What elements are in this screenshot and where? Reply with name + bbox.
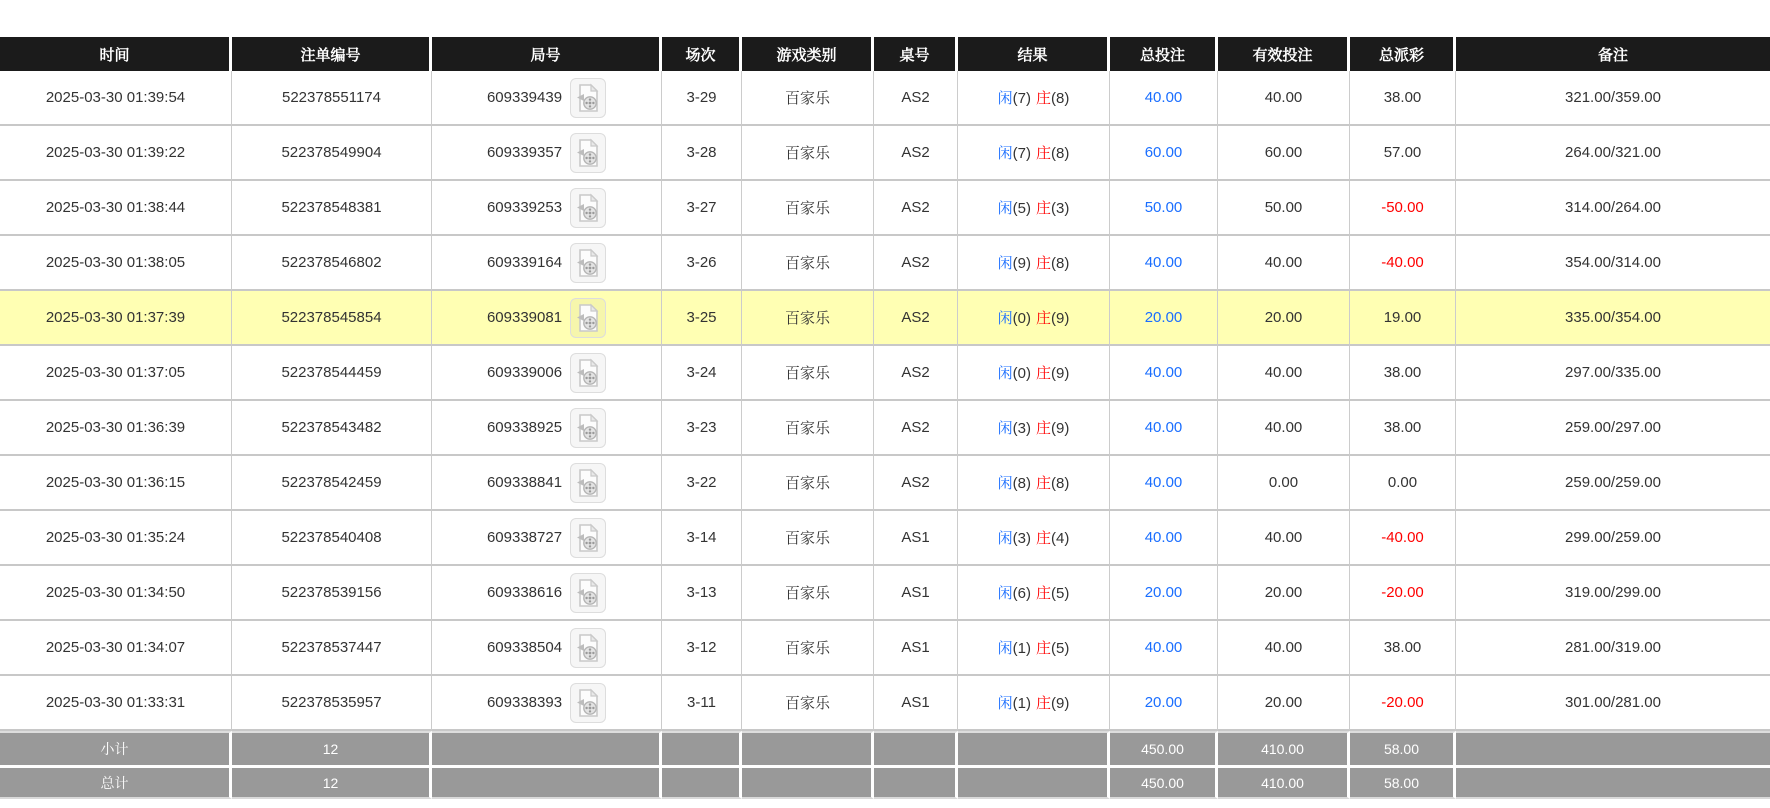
result-player-label: 闲	[997, 145, 1013, 162]
result-banker-value: (5)	[1051, 640, 1070, 657]
header-row	[0, 37, 1770, 71]
game-type-cell: 百家乐	[742, 181, 874, 236]
round-id-cell	[432, 676, 662, 731]
round-id-value: 609338925	[486, 419, 563, 436]
total-payout-cell: -20.00	[1350, 676, 1456, 731]
video-replay-button[interactable]	[570, 573, 606, 613]
subtotal-row	[0, 731, 1770, 765]
valid-bet-cell: 40.00	[1218, 236, 1350, 291]
result-cell	[958, 346, 1110, 401]
valid-bet-cell: 40.00	[1218, 71, 1350, 126]
bet-id-cell: 522378537447	[232, 621, 432, 676]
video-replay-icon	[575, 138, 601, 168]
round-id-cell	[432, 456, 662, 511]
remark-cell: 259.00/259.00	[1456, 456, 1770, 511]
valid-bet-cell: 20.00	[1218, 566, 1350, 621]
result-player-label: 闲	[997, 255, 1013, 272]
result-cell	[958, 676, 1110, 731]
table-no-cell: AS2	[874, 126, 958, 181]
subtotal-empty-cell	[742, 731, 874, 765]
result-banker-value: (8)	[1051, 475, 1070, 492]
grand-total-empty-cell	[662, 765, 742, 799]
remark-cell: 264.00/321.00	[1456, 126, 1770, 181]
time-cell: 2025-03-30 01:37:39	[0, 291, 232, 346]
total-payout-cell: -50.00	[1350, 181, 1456, 236]
total-payout-cell: -40.00	[1350, 236, 1456, 291]
result-banker-label: 庄	[1036, 255, 1052, 272]
result-player-label: 闲	[997, 90, 1013, 107]
table-no-cell: AS1	[874, 676, 958, 731]
remark-cell: 319.00/299.00	[1456, 566, 1770, 621]
round-id-cell	[432, 181, 662, 236]
result-banker-value: (5)	[1051, 585, 1070, 602]
session-cell: 3-25	[662, 291, 742, 346]
result-player-label: 闲	[997, 475, 1013, 492]
result-player-value: (3)	[1012, 530, 1031, 547]
table-row[interactable]	[0, 621, 1770, 676]
grand-total-empty-cell	[432, 765, 662, 799]
column-header-total-payout: 总派彩	[1350, 37, 1456, 71]
result-player-value: (1)	[1012, 640, 1031, 657]
time-cell: 2025-03-30 01:38:05	[0, 236, 232, 291]
result-banker-label: 庄	[1036, 475, 1052, 492]
remark-cell: 301.00/281.00	[1456, 676, 1770, 731]
table-no-cell: AS2	[874, 236, 958, 291]
table-no-cell: AS2	[874, 71, 958, 126]
result-banker-value: (9)	[1051, 365, 1070, 382]
video-replay-icon	[575, 578, 601, 608]
round-id-value: 609339006	[486, 364, 563, 381]
video-replay-icon	[575, 193, 601, 223]
round-id-cell	[432, 236, 662, 291]
grand-total-total-payout: 58.00	[1350, 765, 1456, 799]
result-player-value: (7)	[1012, 90, 1031, 107]
video-replay-button[interactable]	[570, 353, 606, 393]
subtotal-empty-cell	[874, 731, 958, 765]
result-banker-label: 庄	[1036, 145, 1052, 162]
round-id-cell	[432, 346, 662, 401]
table-row[interactable]	[0, 511, 1770, 566]
time-cell: 2025-03-30 01:33:31	[0, 676, 232, 731]
subtotal-empty-cell	[958, 731, 1110, 765]
result-cell	[958, 456, 1110, 511]
valid-bet-cell: 20.00	[1218, 676, 1350, 731]
session-cell: 3-29	[662, 71, 742, 126]
video-replay-icon	[575, 468, 601, 498]
subtotal-empty-cell	[1456, 731, 1770, 765]
result-cell	[958, 621, 1110, 676]
result-cell	[958, 181, 1110, 236]
table-body	[0, 71, 1770, 731]
remark-cell: 259.00/297.00	[1456, 401, 1770, 456]
subtotal-empty-cell	[662, 731, 742, 765]
result-player-label: 闲	[997, 585, 1013, 602]
session-cell: 3-22	[662, 456, 742, 511]
bet-id-cell: 522378549904	[232, 126, 432, 181]
session-cell: 3-11	[662, 676, 742, 731]
result-banker-label: 庄	[1036, 640, 1052, 657]
game-type-cell: 百家乐	[742, 566, 874, 621]
table-row[interactable]	[0, 71, 1770, 126]
valid-bet-cell: 0.00	[1218, 456, 1350, 511]
bet-id-cell: 522378546802	[232, 236, 432, 291]
result-player-label: 闲	[997, 530, 1013, 547]
video-replay-button[interactable]	[570, 518, 606, 558]
table-row[interactable]	[0, 456, 1770, 511]
result-player-value: (1)	[1012, 695, 1031, 712]
column-header-result: 结果	[958, 37, 1110, 71]
video-replay-button[interactable]	[570, 133, 606, 173]
result-player-value: (7)	[1012, 145, 1031, 162]
bet-id-cell: 522378544459	[232, 346, 432, 401]
total-bet-cell: 40.00	[1110, 401, 1218, 456]
bet-id-cell: 522378540408	[232, 511, 432, 566]
round-id-value: 609338841	[486, 474, 563, 491]
total-payout-cell: 0.00	[1350, 456, 1456, 511]
round-id-cell	[432, 511, 662, 566]
total-bet-cell: 20.00	[1110, 291, 1218, 346]
round-id-value: 609338393	[486, 694, 563, 711]
session-cell: 3-13	[662, 566, 742, 621]
video-replay-button[interactable]	[570, 78, 606, 118]
round-id-cell	[432, 621, 662, 676]
column-header-valid-bet: 有效投注	[1218, 37, 1350, 71]
result-banker-label: 庄	[1036, 530, 1052, 547]
result-banker-label: 庄	[1036, 695, 1052, 712]
column-header-game-type: 游戏类别	[742, 37, 874, 71]
result-banker-value: (9)	[1051, 310, 1070, 327]
remark-cell: 314.00/264.00	[1456, 181, 1770, 236]
result-player-label: 闲	[997, 420, 1013, 437]
video-replay-icon	[575, 523, 601, 553]
total-payout-cell: -40.00	[1350, 511, 1456, 566]
valid-bet-cell: 40.00	[1218, 401, 1350, 456]
result-banker-value: (9)	[1051, 420, 1070, 437]
result-player-label: 闲	[997, 365, 1013, 382]
table-no-cell: AS1	[874, 621, 958, 676]
session-cell: 3-28	[662, 126, 742, 181]
time-cell: 2025-03-30 01:36:15	[0, 456, 232, 511]
total-payout-cell: 38.00	[1350, 621, 1456, 676]
game-type-cell: 百家乐	[742, 456, 874, 511]
result-banker-label: 庄	[1036, 200, 1052, 217]
subtotal-valid-bet: 410.00	[1218, 731, 1350, 765]
grand-total-empty-cell	[742, 765, 874, 799]
video-replay-button[interactable]	[570, 188, 606, 228]
video-replay-button[interactable]	[570, 628, 606, 668]
table-row[interactable]	[0, 181, 1770, 236]
valid-bet-cell: 20.00	[1218, 291, 1350, 346]
session-cell: 3-27	[662, 181, 742, 236]
grand-total-empty-cell	[874, 765, 958, 799]
round-id-value: 609339439	[486, 89, 563, 106]
bet-records-table-container	[0, 37, 1770, 799]
column-header-remark: 备注	[1456, 37, 1770, 71]
round-id-value: 609339081	[486, 309, 563, 326]
column-header-round-id: 局号	[432, 37, 662, 71]
result-banker-value: (4)	[1051, 530, 1070, 547]
total-bet-cell: 40.00	[1110, 511, 1218, 566]
session-cell: 3-24	[662, 346, 742, 401]
grand-total-row	[0, 765, 1770, 799]
game-type-cell: 百家乐	[742, 511, 874, 566]
valid-bet-cell: 60.00	[1218, 126, 1350, 181]
total-payout-cell: 19.00	[1350, 291, 1456, 346]
table-no-cell: AS2	[874, 181, 958, 236]
remark-cell: 297.00/335.00	[1456, 346, 1770, 401]
result-player-label: 闲	[997, 695, 1013, 712]
valid-bet-cell: 40.00	[1218, 511, 1350, 566]
total-bet-cell: 20.00	[1110, 676, 1218, 731]
session-cell: 3-12	[662, 621, 742, 676]
total-bet-cell: 40.00	[1110, 71, 1218, 126]
remark-cell: 335.00/354.00	[1456, 291, 1770, 346]
table-row[interactable]	[0, 676, 1770, 731]
column-header-bet-id: 注单编号	[232, 37, 432, 71]
round-id-cell	[432, 71, 662, 126]
round-id-value: 609338616	[486, 584, 563, 601]
subtotal-label: 小计	[0, 731, 232, 765]
video-replay-icon	[575, 413, 601, 443]
result-player-value: (0)	[1012, 365, 1031, 382]
time-cell: 2025-03-30 01:35:24	[0, 511, 232, 566]
column-header-time: 时间	[0, 37, 232, 71]
column-header-total-bet: 总投注	[1110, 37, 1218, 71]
game-type-cell: 百家乐	[742, 126, 874, 181]
table-no-cell: AS2	[874, 291, 958, 346]
valid-bet-cell: 40.00	[1218, 621, 1350, 676]
subtotal-empty-cell	[432, 731, 662, 765]
table-no-cell: AS1	[874, 511, 958, 566]
round-id-value: 609339357	[486, 144, 563, 161]
time-cell: 2025-03-30 01:34:50	[0, 566, 232, 621]
game-type-cell: 百家乐	[742, 621, 874, 676]
round-id-value: 609339253	[486, 199, 563, 216]
total-bet-cell: 40.00	[1110, 236, 1218, 291]
result-banker-label: 庄	[1036, 420, 1052, 437]
session-cell: 3-14	[662, 511, 742, 566]
result-banker-value: (8)	[1051, 255, 1070, 272]
total-bet-cell: 50.00	[1110, 181, 1218, 236]
result-banker-label: 庄	[1036, 365, 1052, 382]
result-player-label: 闲	[997, 310, 1013, 327]
total-payout-cell: 57.00	[1350, 126, 1456, 181]
table-row[interactable]	[0, 346, 1770, 401]
grand-total-total-bet: 450.00	[1110, 765, 1218, 799]
game-type-cell: 百家乐	[742, 71, 874, 126]
grand-total-empty-cell	[1456, 765, 1770, 799]
remark-cell: 281.00/319.00	[1456, 621, 1770, 676]
result-cell	[958, 401, 1110, 456]
game-type-cell: 百家乐	[742, 401, 874, 456]
total-bet-cell: 60.00	[1110, 126, 1218, 181]
total-payout-cell: -20.00	[1350, 566, 1456, 621]
result-player-label: 闲	[997, 640, 1013, 657]
grand-total-empty-cell	[958, 765, 1110, 799]
result-cell	[958, 236, 1110, 291]
remark-cell: 299.00/259.00	[1456, 511, 1770, 566]
result-banker-value: (3)	[1051, 200, 1070, 217]
total-bet-cell: 20.00	[1110, 566, 1218, 621]
table-no-cell: AS2	[874, 346, 958, 401]
round-id-cell	[432, 401, 662, 456]
bet-id-cell: 522378551174	[232, 71, 432, 126]
video-replay-button[interactable]	[570, 243, 606, 283]
time-cell: 2025-03-30 01:39:54	[0, 71, 232, 126]
table-no-cell: AS1	[874, 566, 958, 621]
time-cell: 2025-03-30 01:39:22	[0, 126, 232, 181]
table-no-cell: AS2	[874, 456, 958, 511]
video-replay-icon	[575, 358, 601, 388]
bet-id-cell: 522378545854	[232, 291, 432, 346]
time-cell: 2025-03-30 01:37:05	[0, 346, 232, 401]
round-id-cell	[432, 566, 662, 621]
video-replay-button[interactable]	[570, 298, 606, 338]
column-header-session: 场次	[662, 37, 742, 71]
session-cell: 3-26	[662, 236, 742, 291]
video-replay-icon	[575, 83, 601, 113]
result-player-value: (9)	[1012, 255, 1031, 272]
bet-id-cell: 522378548381	[232, 181, 432, 236]
result-player-label: 闲	[997, 200, 1013, 217]
round-id-value: 609339164	[486, 254, 563, 271]
video-replay-icon	[575, 633, 601, 663]
time-cell: 2025-03-30 01:36:39	[0, 401, 232, 456]
remark-cell: 321.00/359.00	[1456, 71, 1770, 126]
table-row[interactable]	[0, 236, 1770, 291]
grand-total-label: 总计	[0, 765, 232, 799]
bet-id-cell: 522378543482	[232, 401, 432, 456]
table-no-cell: AS2	[874, 401, 958, 456]
total-bet-cell: 40.00	[1110, 621, 1218, 676]
time-cell: 2025-03-30 01:34:07	[0, 621, 232, 676]
result-banker-value: (8)	[1051, 145, 1070, 162]
round-id-cell	[432, 126, 662, 181]
total-payout-cell: 38.00	[1350, 346, 1456, 401]
result-cell	[958, 511, 1110, 566]
bet-id-cell: 522378539156	[232, 566, 432, 621]
table-row[interactable]	[0, 126, 1770, 181]
time-cell: 2025-03-30 01:38:44	[0, 181, 232, 236]
total-bet-cell: 40.00	[1110, 346, 1218, 401]
round-id-value: 609338727	[486, 529, 563, 546]
valid-bet-cell: 40.00	[1218, 346, 1350, 401]
round-id-cell	[432, 291, 662, 346]
result-player-value: (0)	[1012, 310, 1031, 327]
result-cell	[958, 126, 1110, 181]
result-player-value: (8)	[1012, 475, 1031, 492]
result-cell	[958, 71, 1110, 126]
round-id-value: 609338504	[486, 639, 563, 656]
result-cell	[958, 566, 1110, 621]
table-row[interactable]	[0, 291, 1770, 346]
table-header	[0, 37, 1770, 71]
result-cell	[958, 291, 1110, 346]
total-bet-cell: 40.00	[1110, 456, 1218, 511]
total-payout-cell: 38.00	[1350, 71, 1456, 126]
bet-id-cell: 522378535957	[232, 676, 432, 731]
bet-id-cell: 522378542459	[232, 456, 432, 511]
result-banker-label: 庄	[1036, 310, 1052, 327]
game-type-cell: 百家乐	[742, 346, 874, 401]
session-cell: 3-23	[662, 401, 742, 456]
grand-total-count: 12	[232, 765, 432, 799]
subtotal-count: 12	[232, 731, 432, 765]
subtotal-total-bet: 450.00	[1110, 731, 1218, 765]
result-player-value: (6)	[1012, 585, 1031, 602]
result-banker-label: 庄	[1036, 90, 1052, 107]
table-row[interactable]	[0, 401, 1770, 456]
table-row[interactable]	[0, 566, 1770, 621]
video-replay-icon	[575, 688, 601, 718]
game-type-cell: 百家乐	[742, 236, 874, 291]
table-footer	[0, 731, 1770, 799]
result-banker-value: (8)	[1051, 90, 1070, 107]
subtotal-total-payout: 58.00	[1350, 731, 1456, 765]
result-banker-value: (9)	[1051, 695, 1070, 712]
total-payout-cell: 38.00	[1350, 401, 1456, 456]
video-replay-button[interactable]	[570, 683, 606, 723]
video-replay-button[interactable]	[570, 408, 606, 448]
game-type-cell: 百家乐	[742, 676, 874, 731]
remark-cell: 354.00/314.00	[1456, 236, 1770, 291]
result-player-value: (5)	[1012, 200, 1031, 217]
video-replay-button[interactable]	[570, 463, 606, 503]
video-replay-icon	[575, 248, 601, 278]
valid-bet-cell: 50.00	[1218, 181, 1350, 236]
column-header-table-no: 桌号	[874, 37, 958, 71]
video-replay-icon	[575, 303, 601, 333]
bet-records-table	[0, 37, 1770, 799]
grand-total-valid-bet: 410.00	[1218, 765, 1350, 799]
result-player-value: (3)	[1012, 420, 1031, 437]
result-banker-label: 庄	[1036, 585, 1052, 602]
game-type-cell: 百家乐	[742, 291, 874, 346]
